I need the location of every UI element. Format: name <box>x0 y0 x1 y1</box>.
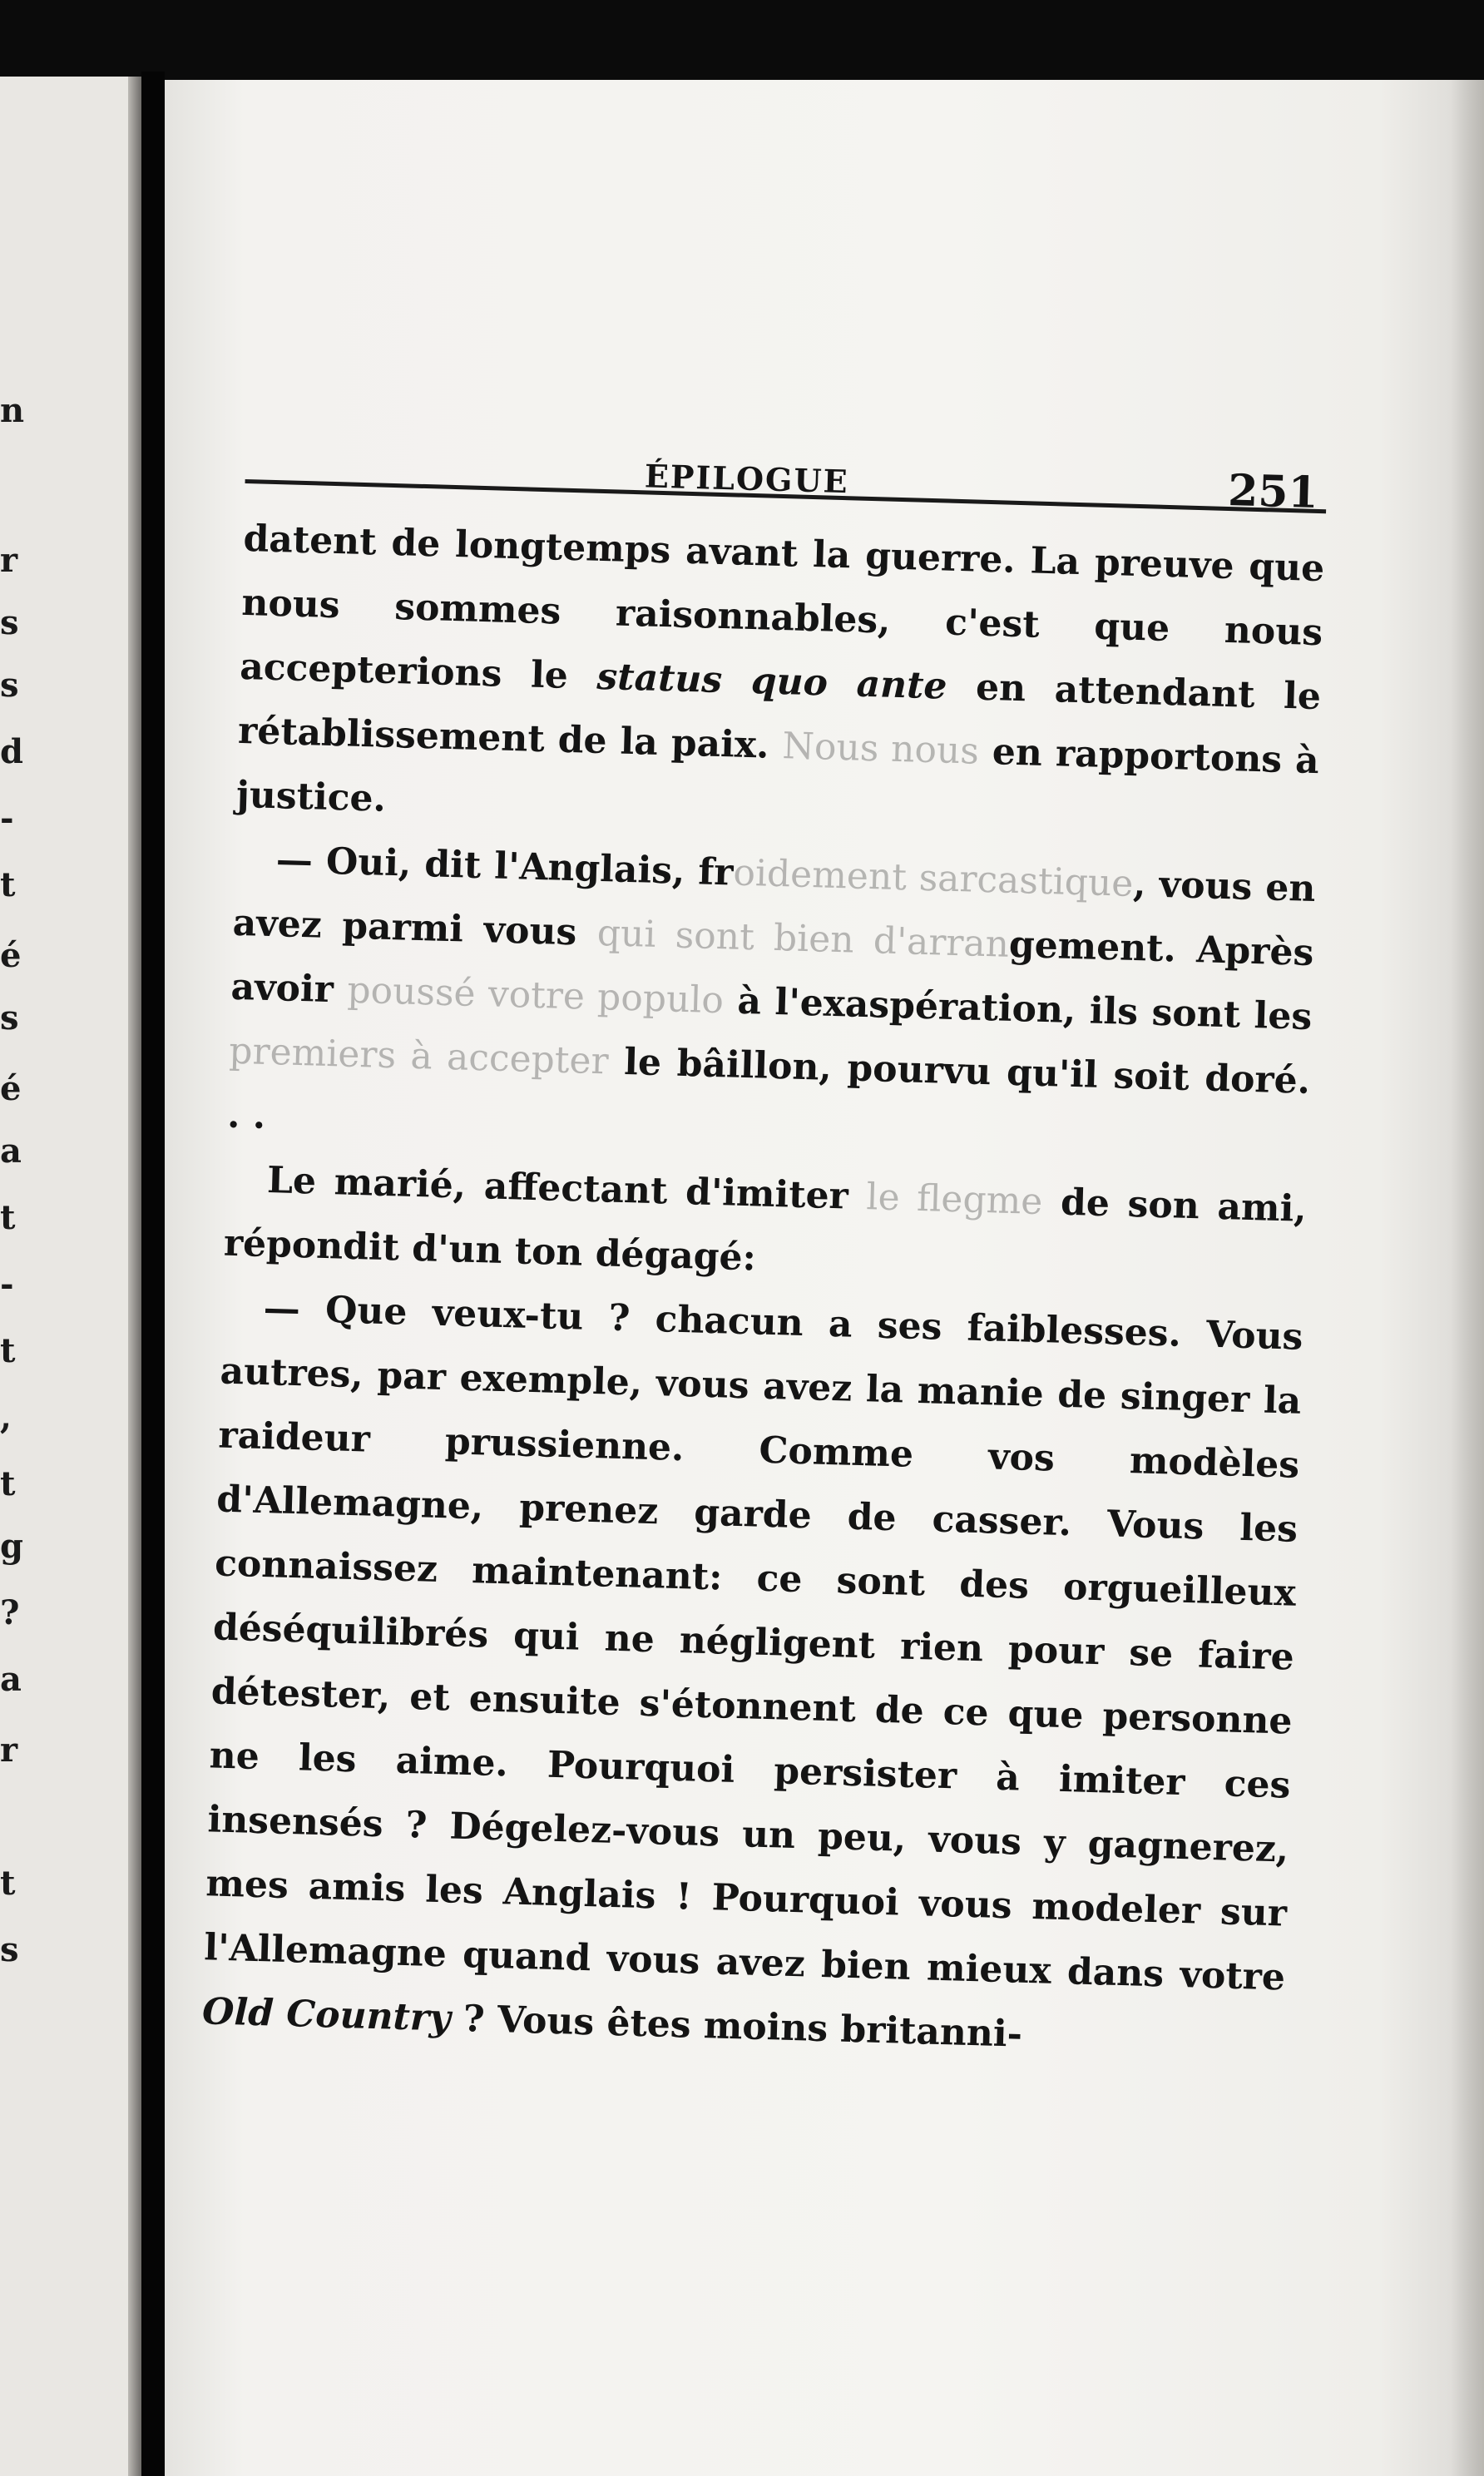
faded-text-segment: oidement sarcastique <box>732 851 1134 905</box>
text-segment: , vous en avez parmi vous <box>232 862 1317 954</box>
left-page-letter: s <box>0 1930 19 1969</box>
left-page-letter: r <box>0 541 18 580</box>
left-facing-page-edge <box>0 77 141 2476</box>
left-page-letter: r <box>0 1731 18 1770</box>
page-text-block <box>201 379 1328 2074</box>
text-segment: à l'exaspération, ils sont les <box>723 979 1313 1039</box>
left-page-letter: t <box>0 1198 16 1237</box>
left-page-letter: t <box>0 1331 16 1370</box>
left-page-letter: s <box>0 603 19 642</box>
chapter-title: ÉPILOGUE <box>644 457 850 501</box>
left-page-letter: t <box>0 865 16 904</box>
left-page-letter: a <box>0 1132 22 1171</box>
body-text <box>201 507 1325 2074</box>
left-page-letter: é <box>0 1069 22 1108</box>
book-page <box>165 80 1484 2476</box>
faded-text-segment: Nous nous <box>781 725 980 773</box>
faded-text-segment: le flegme <box>865 1176 1044 1224</box>
left-page-letter: é <box>0 936 22 975</box>
paragraph <box>201 1275 1303 2074</box>
text-segment: — Que veux-tu ? chacun a ses faiblesses. Vous autres, par exemple, vous avez la manie de singer la raideur prussienne. Comme vos modèles d'Allemagne, prenez garde de casser. Vous les connaissez maintenant: ce sont des orgueilleux déséquilibrés qui ne négligent rien pour se faire détester, et ensuite s'étonnent de ce que personne ne les aime. Pourquoi persister à imiter ces insensés ? Dégelez-vous un peu, vous y gagnerez, mes amis les Anglais ! Pourquoi vous modeler sur l'Allemagne quand vous avez bien mieux dans votre <box>203 1286 1304 1999</box>
text-segment: gement. Après avoir <box>230 923 1314 1012</box>
text-segment: en attendant le rétablissement de la paix. <box>237 665 1322 768</box>
left-page-letter-fragments <box>0 77 33 2476</box>
text-segment: de son ami, répondit d'un ton dégagé: <box>223 1181 1308 1280</box>
left-page-letter: t <box>0 1464 16 1503</box>
left-page-letter: d <box>0 732 23 771</box>
text-segment: Le marié, affectant d'imiter <box>266 1159 868 1219</box>
left-page-letter: ? <box>0 1593 20 1632</box>
left-page-letter: - <box>0 1265 14 1304</box>
paragraph <box>226 827 1316 1177</box>
faded-text-segment: poussé votre populo <box>346 968 725 1023</box>
left-page-letter: n <box>0 391 25 430</box>
text-segment: en rapportons à justice. <box>235 730 1320 820</box>
text-segment: le bâillon, pourvu qu'il soit doré. . . <box>226 1040 1311 1137</box>
left-page-letter: s <box>0 666 19 705</box>
left-page-letter: - <box>0 799 14 838</box>
left-page-letter: s <box>0 998 19 1037</box>
left-page-letter: t <box>0 1864 16 1903</box>
text-segment: — Oui, dit l'Anglais, fr <box>275 839 735 894</box>
italic-phrase: status quo ante <box>596 655 948 708</box>
left-page-letter: g <box>0 1527 23 1566</box>
faded-text-segment: qui sont bien d'arran <box>596 911 1010 966</box>
faded-text-segment: premiers à accepter <box>228 1029 610 1083</box>
left-page-letter: a <box>0 1660 22 1699</box>
text-segment: ? Vous êtes moins britanni- <box>449 1997 1023 2056</box>
italic-phrase: Old Country <box>201 1990 452 2040</box>
book-binding <box>141 72 165 2476</box>
text-segment: datent de longtemps avant la guerre. La preuve que nous sommes raisonnables, c'est que nous accepterions le <box>239 517 1325 698</box>
left-page-gutter-shadow <box>128 77 141 2476</box>
page-number: 251 <box>1227 464 1319 518</box>
left-page-letter: , <box>0 1398 12 1437</box>
running-head <box>245 379 1329 518</box>
paragraph <box>235 507 1325 857</box>
